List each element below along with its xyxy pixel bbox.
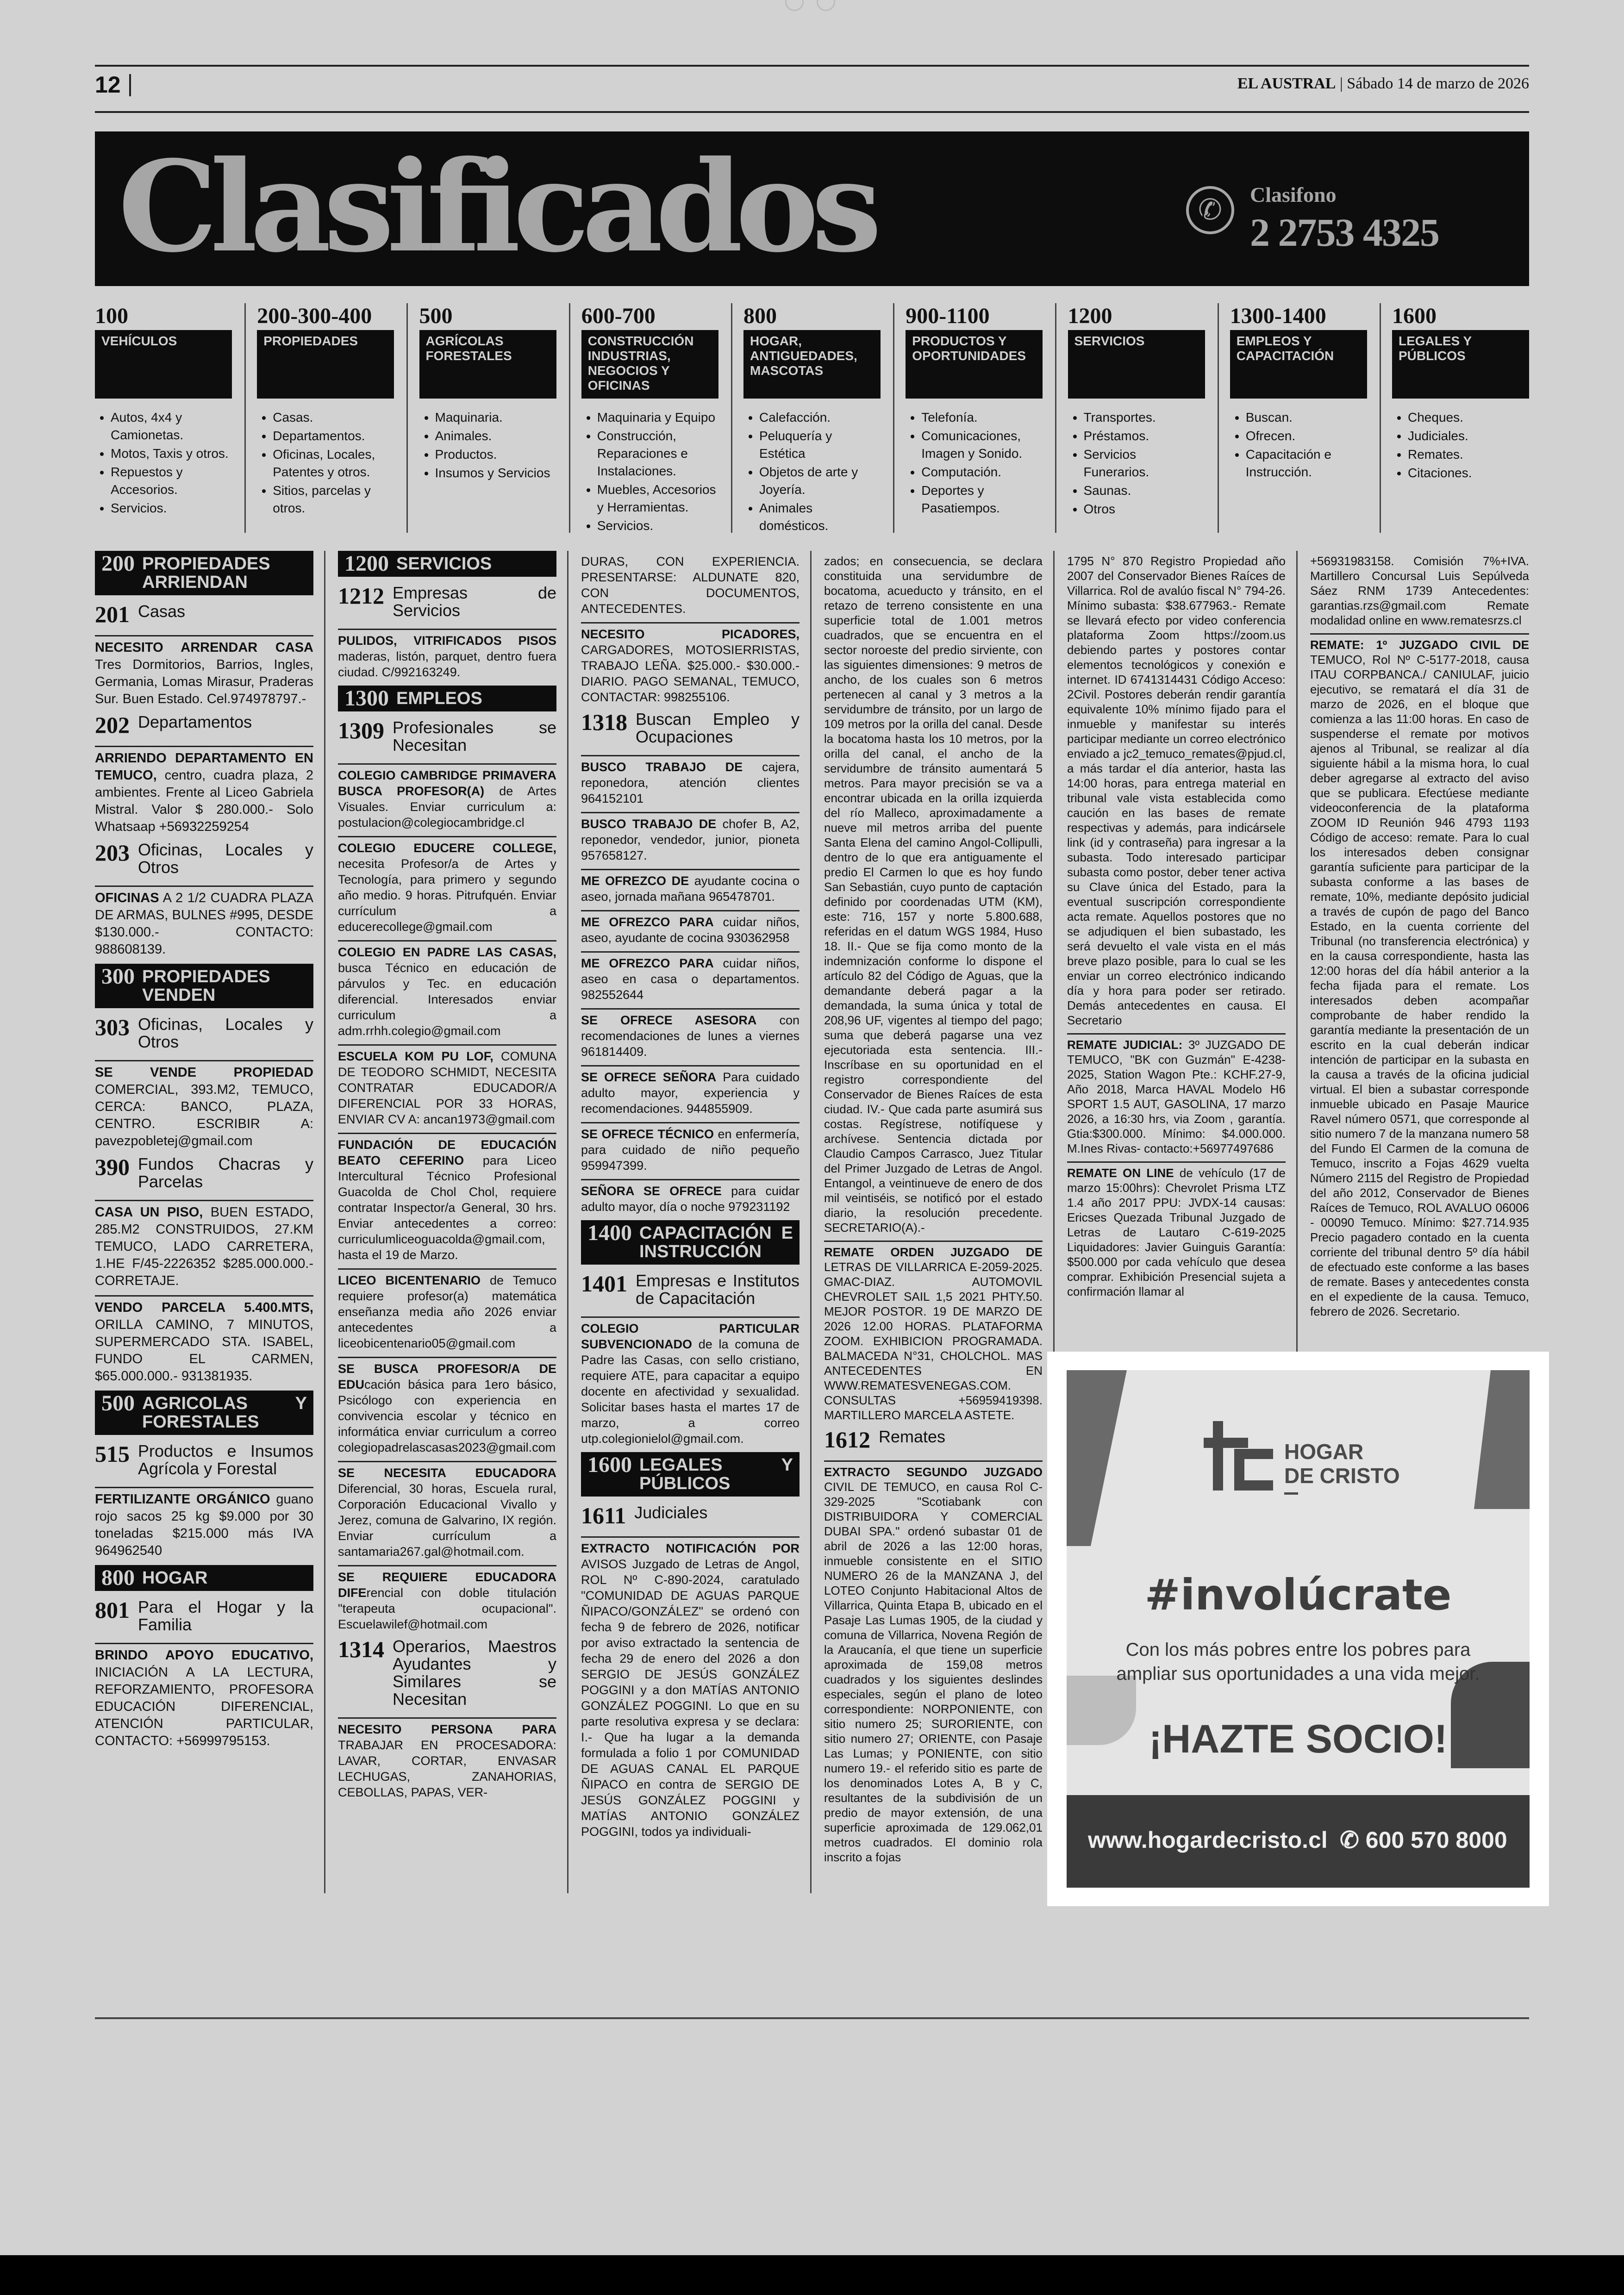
viewer-bottom-bar xyxy=(0,2255,1624,2295)
classified-ad: SE OFRECE ASESORA con recomendaciones de lunes a viernes 961814409. xyxy=(581,1008,800,1060)
category-item: • Servicios. xyxy=(597,517,718,535)
hogar-de-cristo-logo-icon xyxy=(1204,1421,1273,1491)
category-item: • Productos. xyxy=(435,446,556,463)
page-bottom-rule xyxy=(95,2017,1529,2019)
category-item: • Saunas. xyxy=(1084,482,1205,499)
subsection-1612: 1612 Remates xyxy=(824,1427,946,1453)
section-header-1400: 1400 CAPACITACIÓN E INSTRUCCIÓN xyxy=(581,1220,800,1265)
category-divider xyxy=(569,303,570,533)
category-label: AGRÍCOLAS FORESTALES xyxy=(419,330,556,399)
category-item: • Servicios. xyxy=(111,499,232,517)
classified-ad: EXTRACTO SEGUNDO JUZGADO CIVIL DE TEMUCO, en causa Rol C-329-2025 "Scotiabank con DISTRIBUIDORA Y COMERCIAL DUBAI SPA." ordenó subastar 01 de abril de 2026 a las 12:00 horas, inmueble consistente en el SITIO NUMERO 26 de la MANZANA J, del LOTEO Conjunto Habitacional Altos de Villarrica, Quinta Etapa B, ubicado en el Pasaje Las Lumas 1905, de la ciudad y comuna de Villarrica, Novena Región de la Araucanía, el que tiene un superficie aproximada de 159,08 metros cuadrados y los siguientes deslindes especiales, según el plano de loteo correspondiente: NORPONIENTE, con sitio numero 25; SURORIENTE, con sitio numero 27; ORIENTE, con Pasaje Las Lumas; y PONIENTE, con sitio numero 19.- el referido sitio es parte de los denominados Lotes A, B y C, resultantes de la subdivisión de un predio de mayor extensión, de una superficie aproximada de 129.062,01 metros cuadrados. El dominio rola inscrito a fojas xyxy=(824,1460,1043,1865)
paper-name: EL AUSTRAL xyxy=(1237,75,1336,92)
decorative-shape xyxy=(1474,1370,1530,1509)
category-label: EMPLEOS Y CAPACITACIÓN xyxy=(1230,330,1367,399)
classified-ad: BUSCO TRABAJO DE cajera, reponedora, atención clientes 964152101 xyxy=(581,755,800,806)
category-1600 xyxy=(1392,303,1529,533)
classified-ad: SE OFRECE SEÑORA Para cuidado adulto mayor, experiencia y recomendaciones. 944855909. xyxy=(581,1065,800,1116)
category-item: • Objetos de arte y Joyería. xyxy=(759,463,881,499)
column-divider xyxy=(324,551,325,1893)
section-header-200: 200 PROPIEDADES ARRIENDAN xyxy=(95,551,313,595)
category-divider xyxy=(1218,303,1219,533)
subsection-201: 201 Casas xyxy=(95,601,186,627)
classified-ad: ESCUELA KOM PU LOF, COMUNA DE TEODORO SCHMIDT, NECESITA CONTRATAR EDUCADOR/A DIFERENCIAL POR 33 HORAS, ENVIAR CV A: ancan1973@gmail.com xyxy=(338,1044,556,1127)
category-100 xyxy=(95,303,232,533)
subsection-1212: 1212 Empresas de Servicios xyxy=(338,583,556,620)
category-item: • Computación. xyxy=(921,463,1043,481)
pager-dot[interactable] xyxy=(817,0,835,11)
classified-ad: COLEGIO EDUCERE COLLEGE, necesita Profesor/a de Artes y Tecnología, para primero y segundo año medio. 9 horas. Pitrufquén. Enviar currículum a educerecollege@gmail.com xyxy=(338,836,556,935)
page-pager-dots[interactable] xyxy=(782,0,838,12)
classified-ad: ME OFREZCO PARA cuidar niños, aseo, ayudante de cocina 930362958 xyxy=(581,910,800,946)
category-item: • Sitios, parcelas y otros. xyxy=(273,482,394,517)
column-6 xyxy=(1310,551,1529,1324)
subsection-390: 390 Fundos Chacras y Parcelas xyxy=(95,1154,313,1191)
subsection-203: 203 Oficinas, Locales y Otros xyxy=(95,840,313,877)
category-item: • Casas. xyxy=(273,409,394,426)
classified-ad: REMATE ON LINE de vehículo (17 de marzo 15:00hrs): Chevrolet Prisma LTZ 1.4 año 2017 PPU: JVDX-14 causas: Ericses Quezada Tribunal Juzgado de Letras de Lautaro C-619-2025 Liquidadores: Javier Guinguis Garantía: $500.000 por cada vehículo que desea comprar. Exhibición Presencial sujeta a confirmación llamar al xyxy=(1067,1161,1286,1299)
ad-url-link[interactable]: www.hogardecristo.cl xyxy=(1088,1827,1328,1853)
category-item: • Préstamos. xyxy=(1084,427,1205,445)
category-item: • Departamentos. xyxy=(273,427,394,445)
classified-ad: FUNDACIÓN DE EDUCACIÓN BEATO CEFERINO para Liceo Intercultural Técnico Profesional Guacolda de Chol Chol, requiere contratar Inspector/a General, 30 hrs. Enviar antecedentes a correo: curriculumliceoguacolda@gmail.com, hasta el 19 de Marzo. xyxy=(338,1133,556,1263)
classified-ad: LICEO BICENTENARIO de Temuco requiere profesor(a) matemática enseñanza media año 2026 enviar antecedentes a liceobicentenario05@gmail.com xyxy=(338,1268,556,1351)
category-code: 600-700 xyxy=(581,304,656,328)
category-divider xyxy=(244,303,246,533)
category-label: LEGALES Y PÚBLICOS xyxy=(1392,330,1529,399)
classified-ad: zados; en consecuencia, se declara constituida una servidumbre de bocatoma, acueducto y tránsito, en el retazo de terreno consistente en una superficie total de 1.001 metros cuadrados, que se encuentra en el sector noroeste del predio sirviente, con las siguientes dimensiones: 9 metros de ancho, de los cuales son 6 metros pertenecen al canal y 3 metros a la servidumbre de tránsito, por un largo de 109 metros por la orilla del canal. Desde la bocatoma hasta los 10 metros, por la orilla del canal, el ancho de la servidumbre de tránsito aumentará 5 metros. Para mayor precisión se va a encontrar ubicada en la orilla izquierda del río Malleco, aproximadamente a nueve mil metros arriba del puente Santa Elena del camino Angol-Collipulli, dentro de lo que era antiguamente el predio El Carmen lo que es hoy fundo San Sebastián, cuyo punto de captación definido por coordenadas UTM (KM), este: 716, 157 y norte 5.800.688, referidas en el datum WGS 1984, Huso 18. II.- Que se fija como monto de la indemnización conforme lo dispone el artículo 82 del Código de Aguas, que la demandante deberá pagar a la demandada, la suma única y total de 208,96 UF, vigentes al tiempo del pago; suma que deberá pagarse una vez ejecutoriada esta sentencia. III.- Inscríbase en su oportunidad en el registro correspondiente del Conservador de Bienes Raíces de esta ciudad. IV.- Que cada parte asumirá sus costas. Regístrese, notifíquese y archívese. Sentencia dictada por Claudio Campos Carrasco, Juez Titular del Primer Juzgado de Letras de Angol. Entangol, a veintinueve de enero de dos mil veintiséis, se notificó por el estado diario, la resolución precedente. SECRETARIO(A).- xyxy=(824,554,1043,1235)
category-item: • Oficinas, Locales, Patentes y otros. xyxy=(273,446,394,481)
ad-footer xyxy=(1067,1795,1530,1888)
category-600-700 xyxy=(581,303,718,533)
category-item: • Otros xyxy=(1084,500,1205,518)
section-header-1300: 1300 EMPLEOS xyxy=(338,686,556,711)
classified-ad: NECESITO ARRENDAR CASA Tres Dormitorios, Barrios, Ingles, Germania, Lomas Mirasur, Praderas Sur. Buen Estado. Cel.974978797.- xyxy=(95,635,313,708)
ad-brand: HOGAR DE CRISTO xyxy=(1284,1440,1400,1488)
classified-ad: SE OFRECE TÉCNICO en enfermería, para cuidado de niño pequeño 959947399. xyxy=(581,1122,800,1173)
category-code: 500 xyxy=(419,304,453,328)
category-item: • Telefonía. xyxy=(921,409,1043,426)
category-items xyxy=(95,409,232,517)
column-3 xyxy=(581,551,800,1845)
pager-dot[interactable] xyxy=(785,0,804,11)
category-item: • Maquinaria. xyxy=(435,409,556,426)
subsection-1314: 1314 Operarios, Maestros Ayudantes y Similares se Necesitan xyxy=(338,1636,556,1709)
category-label: CONSTRUCCIÓN INDUSTRIAS, NEGOCIOS Y OFICINAS xyxy=(581,330,718,399)
category-code: 200-300-400 xyxy=(257,304,372,328)
category-item: • Ofrecen. xyxy=(1246,427,1367,445)
classified-ad: BUSCO TRABAJO DE chofer B, A2, reponedor, vendedor, junior, pioneta 957658127. xyxy=(581,812,800,863)
hogar-de-cristo-ad[interactable] xyxy=(1047,1352,1549,1906)
category-item: • Remates. xyxy=(1408,446,1529,463)
phone-icon: ✆ xyxy=(1340,1827,1366,1853)
category-1200 xyxy=(1068,303,1205,533)
category-item: • Buscan. xyxy=(1246,409,1367,426)
category-item: • Maquinaria y Equipo xyxy=(597,409,718,426)
section-header-1600: 1600 LEGALES Y PÚBLICOS xyxy=(581,1452,800,1497)
column-2 xyxy=(338,551,556,1806)
ad-panel xyxy=(1067,1370,1530,1888)
classified-ad: FERTILIZANTE ORGÁNICO guano rojo sacos 25 kg $9.000 por 30 toneladas $215.000 más IVA 964962540 xyxy=(95,1487,313,1559)
classified-ad: ME OFREZCO DE ayudante cocina o aseo, jornada mañana 965478701. xyxy=(581,869,800,904)
classified-ad: NECESITO PICADORES, CARGADORES, MOTOSIERRISTAS, TRABAJO LEÑA. $25.000.- $30.000.- DIARIO. PAGO SEMANAL, TEMUCO, CONTACTAR: 998255106. xyxy=(581,622,800,705)
decorative-shape xyxy=(1067,1370,1127,1546)
classified-ad: COLEGIO PARTICULAR SUBVENCIONADO de la comuna de Padre las Casas, con sello cristiano, requiere ATE, para capacitar a equipo docente en afectividad y sexualidad. Solicitar bases hasta el martes 17 de marzo, a correo utp.colegionielol@gmail.com. xyxy=(581,1316,800,1447)
column-divider xyxy=(810,551,812,1893)
category-item: • Capacitación e Instrucción. xyxy=(1246,446,1367,481)
subsection-515: 515 Productos e Insumos Agrícola y Forestal xyxy=(95,1441,313,1478)
subsection-1611: 1611 Judiciales xyxy=(581,1503,708,1528)
category-item: • Animales. xyxy=(435,427,556,445)
category-item: • Animales domésticos. xyxy=(759,499,881,535)
subsection-1318: 1318 Buscan Empleo y Ocupaciones xyxy=(581,709,800,746)
category-item: • Citaciones. xyxy=(1408,464,1529,482)
category-item: • Calefacción. xyxy=(759,409,881,426)
column-1 xyxy=(95,551,313,1755)
classified-ad: OFICINAS A 2 1/2 CUADRA PLAZA DE ARMAS, BULNES #995, DESDE $130.000.- CONTACTO: 988608139. xyxy=(95,886,313,958)
category-item: • Construcción, Reparaciones e Instalaciones. xyxy=(597,427,718,480)
classified-ad: EXTRACTO NOTIFICACIÓN POR AVISOS Juzgado de Letras de Angol, ROL Nº C-890-2024, caratulado "COMUNIDAD DE AGUAS PARQUE ÑIPACO/GONZÁLEZ" se ordenó con fecha 9 de febrero de 2026, notificar por aviso extractado la sentencia de fecha 29 de enero del 2026 a don SERGIO DE JESÚS GONZÁLEZ POGGINI y a don MATÍAS ANTONIO GONZÁLEZ POGGINI. Lo que en su parte resolutiva expresa y se declara: I.- Que ha lugar a la demanda formulada a folio 1 por COMUNIDAD DE AGUAS CANAL EL PARQUE ÑIPACO en contra de SERGIO DE JESÚS GONZÁLEZ POGGINI y MATÍAS ANTONIO GONZÁLEZ POGGINI, todos ya individuali- xyxy=(581,1536,800,1840)
subsection-202: 202 Departamentos xyxy=(95,712,252,738)
hazte-socio-cta[interactable]: ¡HAZTE SOCIO! xyxy=(1149,1717,1448,1761)
page-header xyxy=(95,65,1529,113)
issue-date: Sábado 14 de marzo de 2026 xyxy=(1347,75,1529,92)
classified-ad: DURAS, CON EXPERIENCIA. PRESENTARSE: ALDUNATE 820, CON DOCUMENTOS, ANTECEDENTES. xyxy=(581,555,800,616)
column-divider xyxy=(1053,551,1055,1352)
classified-ad: NECESITO PERSONA PARA TRABAJAR EN PROCESADORA: LAVAR, CORTAR, ENVASAR LECHUGAS, ZANAHORIAS, CEBOLLAS, PAPAS, VER- xyxy=(338,1717,556,1800)
column-divider xyxy=(567,551,568,1893)
classified-ad: REMATE JUDICIAL: 3º JUZGADO DE TEMUCO, "BK con Guzmán" E-4238-2025, Station Wagon Pte.: KCHF.27-9, Año 2018, Marca HAVAL Modelo H6 SPORT 1.5 AUT, GASOLINA, 17 marzo 2026, a 16:30 hrs, via Zoom , garantía. Gtia:$300.000. Mínimo: $4.000.000. M.Ines Rivas- contacto:+56977497686 xyxy=(1067,1033,1286,1156)
category-divider xyxy=(1055,303,1056,533)
category-800 xyxy=(743,303,881,533)
category-item: • Muebles, Accesorios y Herramientas. xyxy=(597,481,718,516)
classified-ad: COLEGIO CAMBRIDGE PRIMAVERA BUSCA PROFESOR(A) de Artes Visuales. Enviar curriculum a: postulacion@colegiocambridge.cl xyxy=(338,763,556,830)
category-item: • Motos, Taxis y otros. xyxy=(111,445,232,462)
category-item: • Insumos y Servicios xyxy=(435,464,556,482)
category-item: • Comunicaciones, Imagen y Sonido. xyxy=(921,427,1043,462)
section-header-800: 800 HOGAR xyxy=(95,1565,313,1591)
paper-dateline: EL AUSTRAL | Sábado 14 de marzo de 2026 xyxy=(1237,75,1529,92)
category-code: 1600 xyxy=(1392,304,1437,328)
classified-ad: COLEGIO EN PADRE LAS CASAS, busca Técnico en educación de párvulos y Tec. en educación diferencial. Interesados enviar curriculum a adm.rrhh.colegio@gmail.com xyxy=(338,940,556,1039)
category-divider xyxy=(893,303,894,533)
category-code: 100 xyxy=(95,304,128,328)
category-index xyxy=(95,303,1529,533)
classified-ad: SE BUSCA PROFESOR/A DE EDUcación básica para 1ero básico, Psicólogo con experiencia en convivencia escolar y técnico en informática enviar curriculum a correo colegiopadrelascasas2023@gmail.com xyxy=(338,1357,556,1455)
classified-ad: PULIDOS, VITRIFICADOS PISOS maderas, listón, parquet, dentro fuera ciudad. C/992163249. xyxy=(338,629,556,680)
column-4 xyxy=(824,551,1043,1870)
clasifono-label: Clasifono xyxy=(1250,183,1337,206)
ad-hashtag: #involúcrate xyxy=(1144,1570,1452,1620)
classified-ad: REMATE: 1º JUZGADO CIVIL DE TEMUCO, Rol Nº C-5177-2018, causa ITAU CORPBANCA./ CANIULAF, juicio ejecutivo, se rematará el día 31 de marzo de 2026, en el bloque que comienza a las 11:00 horas. En caso de suspenderse el remate por motivos ajenos al Tribunal, se realizar al día siguiente hábil a la misma hora, lo cual deber agregarse al extracto del aviso que se publicara. Efectúese mediante videoconferencia de la plataforma ZOOM ID Reunión 946 4793 1193 Código de acceso: remate. Para lo cual los interesados deben consignar garantía suficiente para participar de la subasta conforme a las bases de remate, 10%, mediante depósito judicial a través de cupón de pago del Banco Estado, en la cuenta corriente del Tribunal (no transferencia electrónica) y en la causa correspondiente, hasta las 12:00 horas del día hábil anterior a la fecha fijada para el remate. Los interesados deben acompañar comprobante de haber rendido la garantía mediante la presentación de un escrito en la cual deberán indicar intención de participar en la subasta en la causa a través de la oficina judicial virtual. El bien a subastar corresponde inmueble ubicado en Pasaje Maurice Ravel número 0571, que corresponde al sitio numero 7 de la manzana numero 58 del Fundo El Carmen de la comuna de Temuco, inscrito a Fojas 4629 vuelta Número 2115 del Registro de Propiedad del año 2012, Conservador de Bienes Raíces de Temuco, ROL AVALUO 06006 - 00090 Temuco. Mínimo: $27.714.935 Precio pagadero contado en la cuenta corriente del tribunal dentro 5º día hábil de efectuado este conforme a las bases de remate. Bases y antecedentes consta en el expediente de la causa. Temuco, febrero de 2026. Secretario. xyxy=(1310,633,1529,1319)
classified-ad: BRINDO APOYO EDUCATIVO, INICIACIÓN A LA LECTURA, REFORZAMIENTO, PROFESORA EDUCACIÓN DIFERENCIAL, ATENCIÓN PARTICULAR, CONTACTO: +56999795153. xyxy=(95,1643,313,1750)
category-code: 1200 xyxy=(1068,304,1112,328)
category-items xyxy=(906,409,1043,517)
ad-phone[interactable]: ✆ 600 570 8000 xyxy=(1340,1827,1507,1853)
classified-ad: ARRIENDO DEPARTAMENTO EN TEMUCO, centro, cuadra plaza, 2 ambientes. Frente al Liceo Gabriela Mistral. Valor $ 280.000.- Solo Whatsaap +56932259254 xyxy=(95,746,313,836)
category-items xyxy=(1392,409,1529,482)
category-items xyxy=(1230,409,1367,481)
classified-ad: VENDO PARCELA 5.400.MTS, ORILLA CAMINO, 7 MINUTOS, SUPERMERCADO STA. ISABEL, FUNDO EL CARMEN, $65.000.000.- 931381935. xyxy=(95,1295,313,1385)
category-item: • Autos, 4x4 y Camionetas. xyxy=(111,409,232,444)
category-item: • Deportes y Pasatiempos. xyxy=(921,482,1043,517)
classified-ad: ME OFREZCO PARA cuidar niños, aseo en casa o departamentos. 982552644 xyxy=(581,951,800,1003)
section-header-300: 300 PROPIEDADES VENDEN xyxy=(95,964,313,1008)
category-label: HOGAR, ANTIGUEDADES, MASCOTAS xyxy=(743,330,881,399)
classified-ad: 1795 N° 870 Registro Propiedad año 2007 del Conservador Bienes Raíces de Villarrica. Rol de avalúo fiscal N° 794-26. Mínimo subasta: $38.677963.- Remate se llevará efecto por video conferencia plataforma Zoom https://zoom.us debiendo partes y postores contar elementos tecnológicos y conexión e internet. ID 6741314431 Código Acceso: 2Civil. Postores deberán rendir garantía equivalente 10% mínimo fijado para el inmueble y manifestar su interés participar mediante un correo electrónico enviado a jc2_temuco_remates@pjud.cl, a más tardar el día anterior, hasta las 14:00 horas, para entrega material en tribunal vale vista establecida como caución en las bases de remate respectivas y además, para indicársele link (id y contraseña) para ingresar a la subasta. Todo interesado participar subasta como postor, deber tener activa su Clave única del Estado, para la eventual suscripción correspondiente acta remate. Aquellos postores que no se adjudiquen el bien subastado, les será devuelto el vale vista en el más breve plazo posible, para lo cual se les enviar un correo electrónico indicando día y hora para poder ser retirado. Demás antecedentes en causa. El Secretario xyxy=(1067,554,1286,1027)
subsection-303: 303 Oficinas, Locales y Otros xyxy=(95,1014,313,1051)
classified-ad: SE NECESITA EDUCADORA Diferencial, 30 horas, Escuela rural, Corporación Educacional Vivallo y Jerez, comuna de Galvarino, IX región. Enviar currículum a santamaria267.gal@hotmail.com. xyxy=(338,1461,556,1559)
clasifono-number: 2 2753 4325 xyxy=(1250,210,1439,255)
category-1300-1400 xyxy=(1230,303,1367,533)
category-label: PRODUCTOS Y OPORTUNIDADES xyxy=(906,330,1043,399)
category-item: • Peluquería y Estética xyxy=(759,427,881,462)
category-divider xyxy=(731,303,732,533)
category-500 xyxy=(419,303,556,533)
category-code: 900-1100 xyxy=(906,304,990,328)
category-label: PROPIEDADES xyxy=(257,330,394,399)
classifieds-banner xyxy=(95,131,1529,286)
category-item: • Repuestos y Accesorios. xyxy=(111,463,232,499)
classified-ad: CASA UN PISO, BUEN ESTADO, 285.M2 CONSTRUIDOS, 27.KM TEMUCO, LADO CARRETERA, 1.HE F/45-2226352 $285.000.000.- CORRETAJE. xyxy=(95,1200,313,1290)
ad-tagline: Con los más pobres entre los pobres para ampliar sus oportunidades a una vida mejor. xyxy=(1116,1640,1480,1684)
category-item: • Transportes. xyxy=(1084,409,1205,426)
brand-dash xyxy=(1284,1492,1298,1495)
section-header-500: 500 AGRICOLAS Y FORESTALES xyxy=(95,1391,313,1435)
page-number: 12 xyxy=(95,72,121,98)
classified-ad: SE REQUIERE EDUCADORA DIFErencial con doble titulación "terapeuta ocupacional". Escuelawilef@hotmail.com xyxy=(338,1565,556,1632)
phone-icon: ✆ xyxy=(1186,186,1234,234)
subsection-1401: 1401 Empresas e Institutos de Capacitación xyxy=(581,1271,800,1308)
category-divider xyxy=(1380,303,1381,533)
category-items xyxy=(743,409,881,535)
subsection-801: 801 Para el Hogar y la Familia xyxy=(95,1597,313,1634)
category-code: 1300-1400 xyxy=(1230,304,1326,328)
category-200-300-400 xyxy=(257,303,394,533)
classified-ad: +56931983158. Comisión 7%+IVA. Martillero Concursal Luis Sepúlveda Sáez RNM 1739 Antecedentes: garantias.rzs@gmail.com Remate modalidad online en www.rematesrzs.cl xyxy=(1310,554,1529,627)
section-header-1200: 1200 SERVICIOS xyxy=(338,551,556,577)
category-divider xyxy=(406,303,408,533)
category-label: VEHÍCULOS xyxy=(95,330,232,399)
category-items xyxy=(257,409,394,517)
category-item: • Servicios Funerarios. xyxy=(1084,446,1205,481)
column-divider xyxy=(1296,551,1298,1352)
column-5 xyxy=(1067,551,1286,1304)
category-item: • Cheques. xyxy=(1408,409,1529,426)
classified-ad: REMATE ORDEN JUZGADO DE LETRAS DE VILLARRICA E-2059-2025. GMAC-DIAZ. AUTOMOVIL CHEVROLET SAIL 1,5 2021 PHTY.50. MEJOR POSTOR. 19 DE MARZO DE 2026 12.00 HORAS. PLATAFORMA ZOOM. EXHIBICION PROGRAMADA. BALMACEDA N°31, CHOLCHOL. MAS ANTECEDENTES EN WWW.REMATESVENEGAS.COM. CONSULTAS +56959419398. MARTILLERO MARCELA ASTETE. xyxy=(824,1241,1043,1422)
classified-ad: SE VENDE PROPIEDAD COMERCIAL, 393.M2, TEMUCO, CERCA: BANCO, PLAZA, CENTRO. ESCRIBIR A: pavezpobletej@gmail.com xyxy=(95,1060,313,1150)
category-items xyxy=(1068,409,1205,518)
category-item: • Judiciales. xyxy=(1408,427,1529,445)
category-label: SERVICIOS xyxy=(1068,330,1205,399)
section-title: Clasificados xyxy=(118,133,874,280)
category-code: 800 xyxy=(743,304,777,328)
classified-ad: SEÑORA SE OFRECE para cuidar adulto mayor, día o noche 979231192 xyxy=(581,1179,800,1215)
subsection-1309: 1309 Profesionales se Necesitan xyxy=(338,717,556,755)
category-items xyxy=(581,409,718,535)
category-items xyxy=(419,409,556,482)
category-900-1100 xyxy=(906,303,1043,533)
